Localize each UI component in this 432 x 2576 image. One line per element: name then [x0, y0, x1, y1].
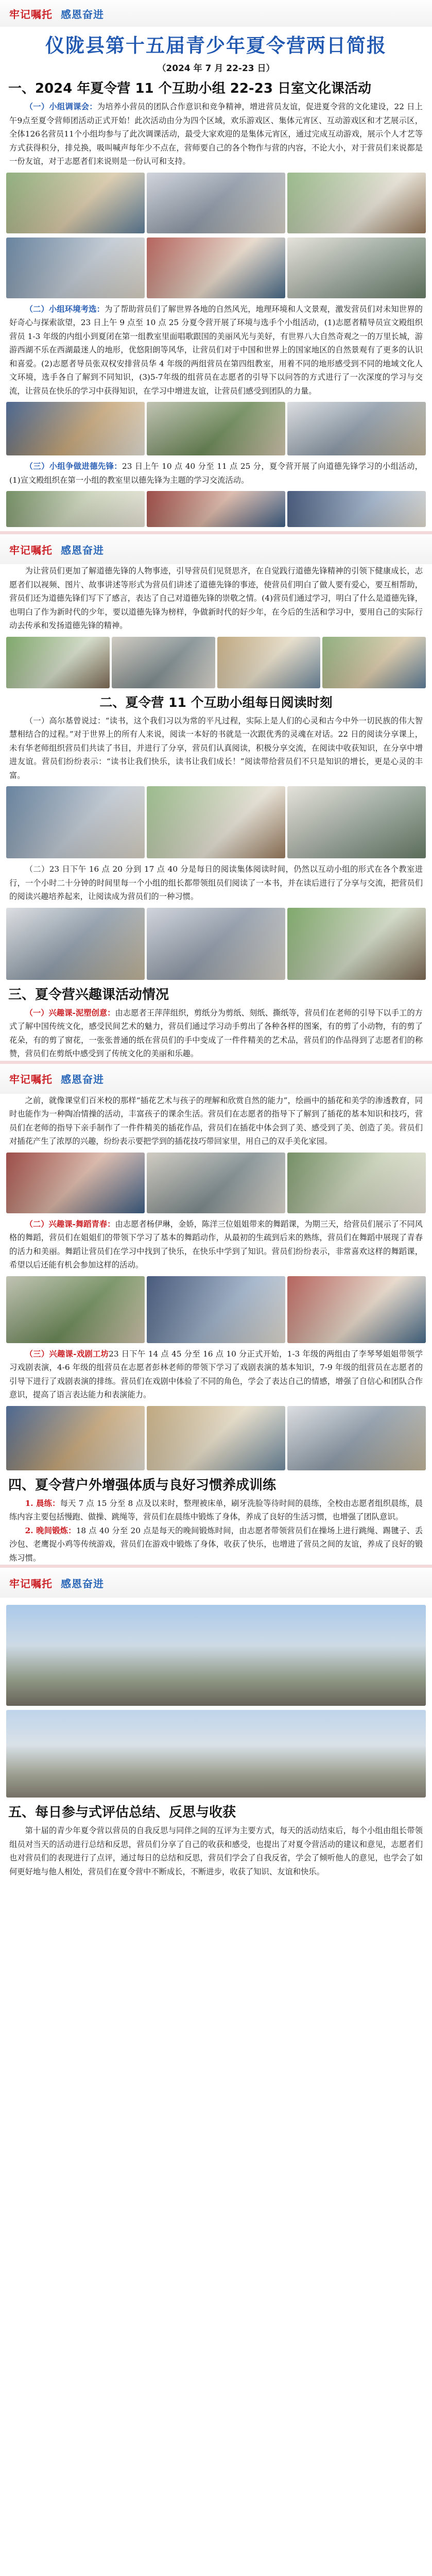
section3-part1-text: 由志愿者王萍萍组织，剪纸分为剪纸、刻纸、撕纸等，营员们在老师的引导下以手工的方式了解中国传统文化，感受民间艺术的魅力，营员们通过学习动手剪出了各种各样的图案，有的剪了小动物，有的剪了花朵，有的剪了窗花，一张张普通的纸在营员们的手中变成了一件件精美的艺术品，营员们的作品得到了志愿者们的称赞，营员们在剪纸中感受到了传统文化的美丽和乐趣。: [9, 1008, 423, 1058]
photo-row-9: [6, 1276, 426, 1343]
section1-part2: [9, 302, 423, 398]
page-date: （2024 年 7 月 22-23 日）: [157, 63, 275, 74]
section3-heading: 三、夏令营兴趣课活动情况: [8, 987, 169, 1003]
section1-part1-label: （一）小组调课会：: [25, 102, 97, 111]
page-title: 仪陇县第十五届青少年夏令营两日简报: [45, 35, 387, 57]
section4-part1: [9, 1497, 423, 1524]
activity-photo: [147, 786, 285, 858]
activity-photo: [287, 1153, 426, 1213]
photo-row-8: [6, 1153, 426, 1213]
section2-heading: 二、夏令营 11 个互助小组每日阅读时刻: [99, 694, 333, 710]
activity-photo: [6, 1276, 145, 1343]
photo-row-2: [6, 238, 426, 298]
activity-photo: [147, 908, 285, 980]
photo-row-11: [6, 1605, 426, 1706]
section3-part2-text: 由志愿者杨伊琳，金娇，陈洋三位姐姐带来的舞蹈课，为期三天，给营员们展示了不同风格的舞蹈，营员们在姐姐们的带领下学习了基本的舞蹈动作，从最初的生疏到后来的熟练，营员们在舞蹈中展现了青春的活力和美丽。舞蹈让营员们在学习中找到了快乐，在快乐中学到了知识。营员们纷纷表示，非常喜欢这样的舞蹈课，希望以后还能有机会参加这样的活动。: [9, 1219, 423, 1269]
photo-row-1: [6, 173, 426, 233]
section4-part1-label: 1. 晨练：: [25, 1498, 60, 1508]
activity-photo: [287, 238, 426, 298]
section3-part2: [9, 1217, 423, 1272]
activity-photo: [147, 1406, 285, 1470]
photo-row-6: [6, 786, 426, 858]
section4-part2-label: 2. 晚间锻炼：: [25, 1526, 76, 1535]
slogan-right: 感恩奋进: [61, 544, 104, 556]
slogan-right: 感恩奋进: [61, 1073, 104, 1086]
section2-part2: （二）23 日下午 16 点 20 分到 17 点 40 分是每日的阅读集体阅读时间，仍然以互动小组的形式在各个教室进行，一个小时二十分钟的时间里每一个小组的组长都带领组员们阅读了一本书，并在读后进行了分享与交流，把营员们的阅读兴趣培养起来，让阅读成为营员们的一种习惯。: [9, 865, 423, 901]
slogan-left: 牢记嘱托: [9, 1073, 53, 1086]
activity-photo: [6, 786, 145, 858]
slogan-right: 感恩奋进: [61, 1577, 104, 1590]
activity-photo: [6, 491, 145, 527]
activity-photo: [147, 1153, 285, 1213]
activity-photo: [322, 637, 426, 688]
activity-photo: [6, 1406, 145, 1470]
activity-photo: [287, 908, 426, 980]
slogan-left: 牢记嘱托: [9, 544, 53, 556]
section3-part1: [9, 1006, 423, 1061]
activity-photo: [6, 1153, 145, 1213]
activity-photo: [287, 786, 426, 858]
slogan-banner-4: [0, 1565, 432, 1598]
slogan-banner-2: [0, 531, 432, 564]
activity-photo: [147, 173, 285, 233]
section3-part3-label: （三）兴趣课-戏剧工坊: [25, 1349, 109, 1359]
section1-part1-text: 为培养小营员的团队合作意识和竞争精神，增进营员友谊，促进夏令营的文化建设，22 日上午9点至夏令营师团活动正式开始！此次活动由分为四个区域，欢乐游戏区、集体元宵区、互动游戏区和才艺展示区，全体126名营员11个小组均参与了此次调课活动，最受大家欢迎的是集体元宵区，通过完成互动游戏，展示个人才艺等方式获得积分，排兑换，吸叫喊声每年少不点在，营师要自己的各个物作与营的内容，不论大小，对于营员们来说都是一份友谊，对于志愿者们来说则是一份认可和支持。: [9, 102, 423, 166]
section1-part1: [9, 100, 423, 168]
photo-row-7: [6, 908, 426, 980]
section4-part2: [9, 1524, 423, 1565]
slogan-right: 感恩奋进: [61, 8, 104, 21]
section1-part3-text: 23 日上午 10 点 40 分至 11 点 25 分，夏令营开展了向道德先锋学习的小组活动，(1)宣文殿组织在第一小组的教室里以德先锋为主题的学习交流活动。: [9, 462, 423, 485]
activity-photo: [112, 637, 215, 688]
section3-part3-text: 23 日下午 14 点 45 分至 16 点 10 分正式开始，1-3 年级的两组由了李琴琴姐姐带领学习戏剧表演，4-6 年级的组营员在志愿者彭林老师的带领下学习了戏剧表演的基本知识，7-9 年级的组营员在志愿者的引导下进行了戏剧表演的排练。营员们在戏剧中体验了不同的角色，学会了表达自己的情感，增强了自信心和团队合作意识，提高了语言表达能力和表演能力。: [9, 1349, 423, 1399]
section1-part3: [9, 460, 423, 487]
section5-text: 第十届的青少年夏令营以营员的自我反思与同伴之间的互评为主要方式，每天的活动结束后，每个小组由组长带领组员对当天的活动进行总结和反思，营员们分享了自己的收获和感受，也提出了对夏令营活动的建议和意见，志愿者们也对营员们的表现进行了点评，通过每日的总结和反思，营员们学会了自我反省，学会了倾听他人的意见，也学会了如何更好地与他人相处，营员们在夏令营中不断成长，不断进步，收获了知识、友谊和快乐。: [9, 1826, 423, 1876]
activity-photo: [287, 1406, 426, 1470]
section1-part4: 为让营员们更加了解道德先锋的人物事迹，引导营员们见贤思齐，在自觉践行道德先锋精神的引领下健康成长，志愿者们以视频、图片、故事讲述等形式为营员们讲述了道德先锋的事迹，使营员们明白了做人要有爱心，要互相帮助，营员们还为道德先锋们写下了感言，表达了自己对道德先锋的崇敬之情。(4)营员们通过学习，明白了什么是道德先锋，也明白了作为新时代的少年，要以道德先锋为榜样，争做新时代的好少年，在今后的生活和学习中，要用自己的实际行动去传承和发扬道德先锋的精神。: [9, 566, 423, 630]
activity-photo: [147, 1276, 285, 1343]
activity-photo: [287, 402, 426, 455]
activity-photo: [287, 173, 426, 233]
photo-row-3: [6, 402, 426, 455]
slogan-banner-3: [0, 1061, 432, 1094]
photo-row-5: [6, 637, 426, 688]
slogan-left: 牢记嘱托: [9, 8, 53, 21]
activity-photo: [6, 402, 145, 455]
activity-photo: [6, 908, 145, 980]
section1-heading: 一、2024 年夏令营 11 个互助小组 22-23 日室文化课活动: [8, 81, 371, 96]
section5-heading: 五、每日参与式评估总结、反思与收获: [8, 1805, 236, 1820]
activity-photo: [6, 238, 145, 298]
section3-part1-label: （一）兴趣课-泥塑创意：: [25, 1008, 115, 1018]
slogan-banner-top: [0, 0, 432, 27]
section1-part3-label: （三）小组争做进德先锋：: [25, 462, 123, 471]
activity-photo: [147, 491, 285, 527]
section3-part1-cont: 之前，就像课堂们百米校的那样“插花艺术与孩子的理解和欣赏自然的能力”，绘画中的插花和美学的渗透教育，同时也能作为一种陶冶情操的活动，丰富孩子的课余生活。营员们在志愿者的指导下了解到了插花的基本知识和技巧，营员们在老师的指导下亲手制作了一件件精美的插花作品，营员们在插花中体会到了美、感受到了美、创造了美。营员们对插花产生了浓厚的兴趣，纷纷表示要把学到的插花技巧带回家里，用自己的双手美化家园。: [9, 1095, 423, 1146]
section4-heading: 四、夏令营户外增强体质与良好习惯养成训练: [8, 1477, 277, 1493]
section1-part2-label: （二）小组环境考选：: [25, 304, 105, 314]
photo-row-12: [6, 1710, 426, 1798]
section1-part2-text: 为了帮助营员们了解世界各地的自然风光，地理环境和人文景观，激发营员们对未知世界的好奇心与探索欲望，23 日上午 9 点至 10 点 25 分夏令营开展了环境与选手个小组活动，(1)志愿者精导员宣文殿组织营员 1-3 年级的内组小到夏闭在第一组教室里面唱歌跟国的美丽风光与美好，有世界八大自然奇观之一的万里长城，游游西湖不乐在西湖最迷人的地形，优悠阳朗等风华，让营员们对于中国和世界上的国家地区的自然景观有了更多的认识和喜爱。(2)志愿者导员张双权安排营员华 4 年级的两组营员在第四组教室，用着不同的地形感受到不同的地域文化人文环境，选手各自了解到不同知识，(3)5-7年级的组营员在志愿者的引导下以问答的方式进行了一次深度的学习与交流，让营员在快乐的学习中获得知识，在学习中增进友谊，让营员们感受到团队的力量。: [9, 304, 423, 396]
slogan-left: 牢记嘱托: [9, 1577, 53, 1590]
activity-photo: [6, 173, 145, 233]
activity-photo: [287, 1276, 426, 1343]
section4-part2-text: 18 点 40 分至 20 点是每天的晚间锻炼时间，由志愿者带领营员们在操场上进行跳绳、踢毽子、丢沙包、老鹰捉小鸡等传统游戏，营员们在游戏中锻炼了身体，收获了快乐，也增进了营员之间的友谊，养成了良好的锻炼习惯。: [9, 1526, 423, 1563]
activity-photo: [217, 637, 321, 688]
activity-photo: [287, 491, 426, 527]
photo-row-4: [6, 491, 426, 527]
photo-row-10: [6, 1406, 426, 1470]
section4-part1-text: 每天 7 点 15 分至 8 点及以来时，整理被床单，刷牙洗脸等待时间的晨练，全校由志愿者组织晨练，晨练内容主要包括慢跑、做操、跳绳等，营员们在晨练中锻炼了身体，养成了良好的生活习惯，也增强了团队意识。: [9, 1498, 423, 1521]
activity-photo: [6, 637, 110, 688]
activity-photo: [6, 1710, 426, 1798]
section2-part1: （一）高尔基曾说过：“读书，这个我们习以为常的平凡过程，实际上是人们的心灵和古今中外一切民族的伟大智慧相结合的过程。”对于世界上的所有人来说，阅读一本好的书就是一次跟优秀的灵魂在对话。22 日的阅读分享课上，未有华老师组织营员们共读了书目，并进行了分享，营员们认真阅读，积极分享交流，在阅读中收获知识，在分享中增进友谊。营员们纷纷表示：“读书让我们快乐，读书让我们成长！”阅读带给营员们不只是知识的增长，更是心灵的丰富。: [9, 716, 423, 780]
section3-part2-label: （二）兴趣课-舞蹈青春：: [25, 1219, 115, 1229]
activity-photo: [6, 1605, 426, 1706]
activity-photo: [147, 238, 285, 298]
activity-photo: [147, 402, 285, 455]
section3-part3: [9, 1347, 423, 1402]
